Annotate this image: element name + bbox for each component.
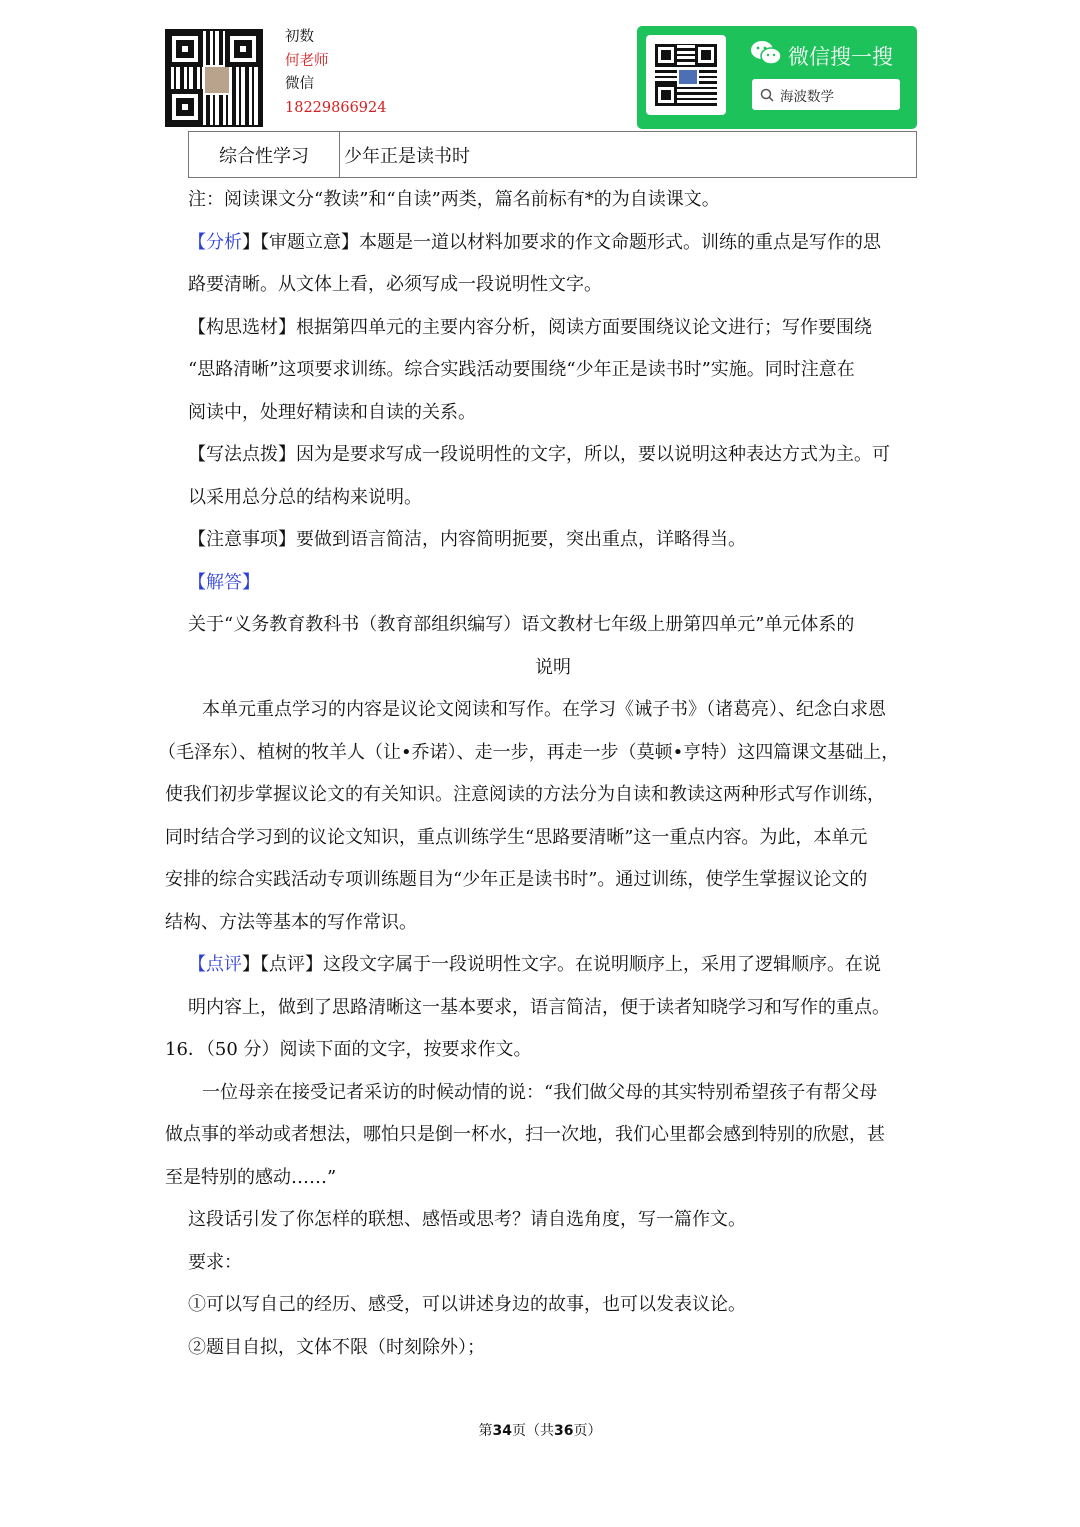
text-segment: 路要清晰。从文体上看，必须写成一段说明性文字。 [188,274,602,295]
analysis-line [188,400,476,426]
analysis-line [188,230,881,256]
banner-title [750,40,893,71]
essay-line [158,740,899,766]
qr-avatar-photo [203,65,231,95]
highlight-label: 【分析 [188,232,242,253]
essay-line [165,867,867,893]
text-segment: 明内容上，做到了思路清晰这一基本要求，语言简洁，便于读者知晓学习和写作的重点。 [188,997,890,1018]
analysis-line [188,315,872,341]
page-number: 第34页（共36页） [478,1423,602,1439]
question-text-line [202,1080,877,1106]
current-page: 34 [492,1423,512,1439]
search-icon [760,88,774,102]
qr-code-left [167,31,261,125]
text-segment: 注：阅读课文分“教读”和“自读”两类，篇名前标有*的为自读课文。 [188,189,720,210]
answer-heading [188,570,260,596]
text-segment: 使我们初步掌握议论文的有关知识。注意阅读的方法分为自读和教读这两种形式写作训练， [165,784,885,805]
contact-phone: 18229866924 [285,99,387,116]
text-segment: 说明 [535,657,571,678]
text-segment: 这段话引发了你怎样的联想、感悟或思考？请自选角度，写一篇作文。 [188,1209,746,1230]
text-segment: 关于“义务教育教科书（教育部组织编写）语文教材七年级上册第四单元”单元体系的 [188,614,855,635]
table-cell-title: 少年正是读书时 [344,145,470,167]
contact-wechat-label: 微信 [285,76,314,92]
question-text-line [165,1165,336,1191]
text-segment: （毛泽东）、植树的牧羊人（让•乔诺）、走一步，再走一步（莫顿•亨特）这四篇课文基础上， [158,742,900,763]
text-segment: 结构、方法等基本的写作常识。 [165,912,417,933]
contact-subject: 初数 [285,29,314,45]
analysis-line [188,442,890,468]
text-segment: 【注意事项】要做到语言简洁，内容简明扼要，突出重点，详略得当。 [188,529,746,550]
text-segment: 】【审题立意】本题是一道以材料加要求的作文命题形式。训练的重点是写作的思 [242,232,881,253]
requirement-item [188,1335,485,1361]
analysis-line [188,357,855,383]
requirement-item [188,1292,746,1318]
question-text-line [165,1122,885,1148]
banner-qr-code [646,35,726,115]
text-segment: ①可以写自己的经历、感受，可以讲述身边的故事，也可以发表议论。 [188,1294,746,1315]
essay-line [165,825,867,851]
comment-line [188,995,890,1021]
text-segment: 安排的综合实践活动专项训练题目为“少年正是读书时”。通过训练，使学生掌握议论文的 [165,869,868,890]
wechat-icon [750,40,782,71]
banner-search-box[interactable] [752,79,900,110]
text-segment: 至是特别的感动……” [165,1167,337,1188]
requirements-label [188,1250,242,1276]
note-line [188,187,720,213]
highlight-label: 【解答】 [188,572,260,593]
contact-teacher: 何老师 [285,52,329,69]
question-prompt-line [188,1207,746,1233]
text-segment: 【写法点拨】因为是要求写成一段说明性的文字，所以，要以说明这种表达方式为主。可 [188,444,890,465]
essay-line [202,697,886,723]
table-cell-category: 综合性学习 [189,132,340,177]
essay-line [165,782,885,808]
banner-title-text: 微信搜一搜 [788,44,893,69]
essay-title-line [535,655,571,681]
analysis-line [188,272,602,298]
text-segment: 阅读中，处理好精读和自读的关系。 [188,402,476,423]
text-segment: 】【点评】这段文字属于一段说明性文字。在说明顺序上，采用了逻辑顺序。在说 [242,954,881,975]
text-segment: 同时结合学习到的议论文知识，重点训练学生“思路要清晰”这一重点内容。为此，本单元 [165,827,868,848]
analysis-line [188,485,422,511]
unit-table-row [188,131,917,178]
text-segment: ②题目自拟，文体不限（时刻除外）； [188,1337,485,1358]
analysis-line [188,527,746,553]
banner-search-text: 海波数学 [780,88,834,105]
highlight-label: 【点评 [188,954,242,975]
text-segment: 以采用总分总的结构来说明。 [188,487,422,508]
wechat-search-banner[interactable] [637,26,917,129]
text-segment: 【构思选材】根据第四单元的主要内容分析，阅读方面要围绕议论文进行；写作要围绕 [188,317,872,338]
essay-line [165,910,417,936]
essay-title-line [188,612,854,638]
qr-finder-pattern [167,89,203,125]
contact-info [285,26,386,120]
text-segment: 做点事的举动或者想法，哪怕只是倒一杯水，扫一次地，我们心里都会感到特别的欣慰，甚 [165,1124,885,1145]
text-segment: 16．（50 分）阅读下面的文字，按要求作文。 [165,1039,532,1060]
question-title [165,1037,532,1063]
total-pages: 36 [554,1423,574,1439]
text-segment: 要求： [188,1252,242,1273]
text-segment: 一位母亲在接受记者采访的时候动情的说：“我们做父母的其实特别希望孩子有帮父母 [202,1082,878,1103]
comment-line [188,952,881,978]
text-segment: 本单元重点学习的内容是议论文阅读和写作。在学习《诫子书》（诸葛亮）、纪念白求恩 [202,699,886,720]
text-segment: “思路清晰”这项要求训练。综合实践活动要围绕“少年正是读书时”实施。同时注意在 [188,359,855,380]
